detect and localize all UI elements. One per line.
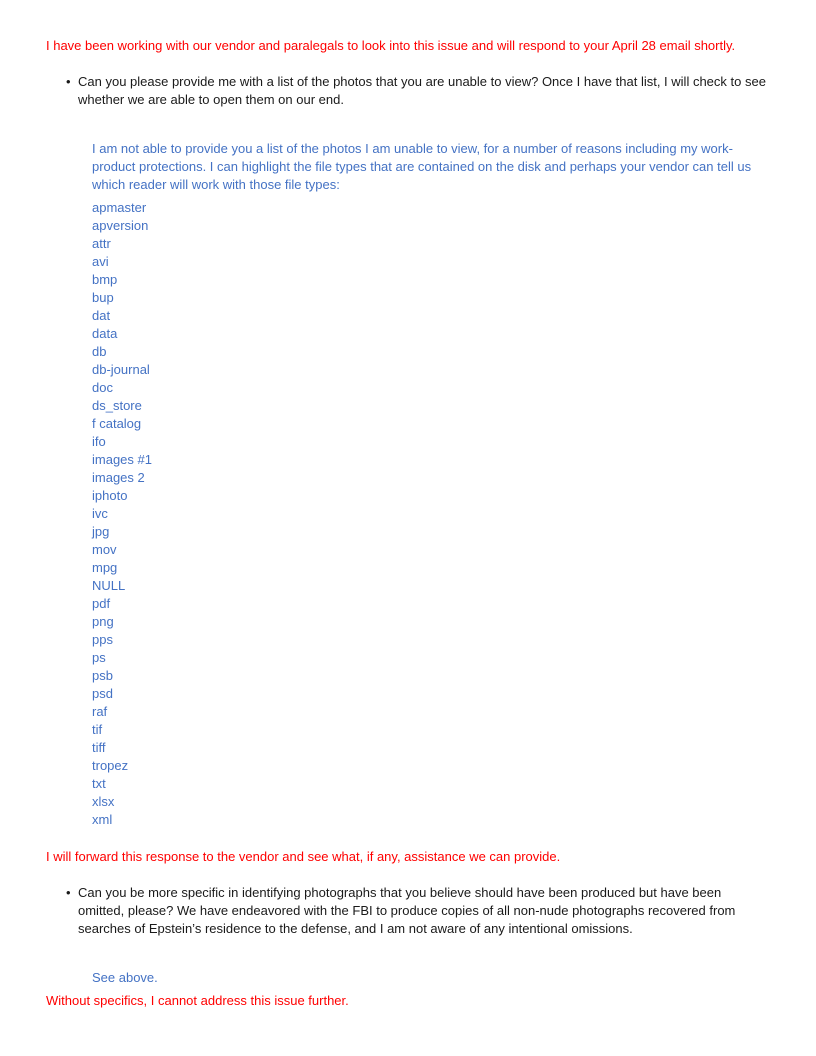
- file-type-item: dat: [92, 308, 111, 323]
- file-type-item: ifo: [92, 434, 106, 449]
- file-type-item: doc: [92, 380, 113, 395]
- file-type-item: images 2: [92, 470, 145, 485]
- response-paragraph-2: Without specifics, I cannot address this issue further.: [46, 993, 349, 1008]
- file-type-list: [92, 199, 152, 829]
- file-type-item: psd: [92, 686, 113, 701]
- file-type-item: avi: [92, 254, 109, 269]
- file-type-item: ivc: [92, 506, 108, 521]
- file-type-item: xml: [92, 812, 113, 827]
- file-type-item: apversion: [92, 218, 149, 233]
- file-type-item: db: [92, 344, 107, 359]
- file-type-item: data: [92, 326, 118, 341]
- bullet-text-1: Can you please provide me with a list of the photos that you are unable to view? Once I have that list, I will check to see whether we are able to open them on our end.: [78, 74, 766, 107]
- file-type-item: pps: [92, 632, 113, 647]
- file-type-item: images #1: [92, 452, 152, 467]
- file-type-item: ds_store: [92, 398, 142, 413]
- bullet-marker: •: [66, 74, 71, 89]
- file-type-item: NULL: [92, 578, 126, 593]
- file-type-item: apmaster: [92, 200, 147, 215]
- file-type-item: jpg: [92, 524, 110, 539]
- reply-paragraph-2: See above.: [92, 970, 158, 985]
- file-type-item: tiff: [92, 740, 106, 755]
- bullet-item-1: [66, 73, 768, 109]
- bullet-text-2: Can you be more specific in identifying photographs that you believe should have been produced but have been omitted, please? We have endeavored with the FBI to produce copies of all non-nude photographs recovered from searches of Epstein’s residence to the defense, and I am not aware of any intentional omissions.: [78, 885, 736, 936]
- file-type-item: bup: [92, 290, 114, 305]
- file-type-item: psb: [92, 668, 113, 683]
- file-type-item: bmp: [92, 272, 118, 287]
- file-type-item: raf: [92, 704, 108, 719]
- file-type-item: ps: [92, 650, 106, 665]
- file-type-item: pdf: [92, 596, 111, 611]
- file-type-item: iphoto: [92, 488, 128, 503]
- file-type-item: tif: [92, 722, 103, 737]
- file-type-item: mov: [92, 542, 117, 557]
- bullet-item-2: [66, 884, 768, 938]
- file-type-item: png: [92, 614, 114, 629]
- intro-paragraph: I have been working with our vendor and paralegals to look into this issue and will respond to your April 28 email shortly.: [46, 38, 736, 53]
- file-type-item: mpg: [92, 560, 118, 575]
- bullet-marker: •: [66, 885, 71, 900]
- file-type-item: attr: [92, 236, 111, 251]
- file-type-item: f catalog: [92, 416, 142, 431]
- file-type-item: tropez: [92, 758, 129, 773]
- file-type-item: txt: [92, 776, 106, 791]
- response-paragraph-1: I will forward this response to the vendor and see what, if any, assistance we can provide.: [46, 849, 561, 864]
- file-type-item: xlsx: [92, 794, 115, 809]
- reply-paragraph-1: I am not able to provide you a list of the photos I am unable to view, for a number of reasons including my work-product protections. I can highlight the file types that are contained on the disk and perhaps your vendor can tell us which reader will work with those file types:: [92, 141, 752, 192]
- file-type-item: db-journal: [92, 362, 150, 377]
